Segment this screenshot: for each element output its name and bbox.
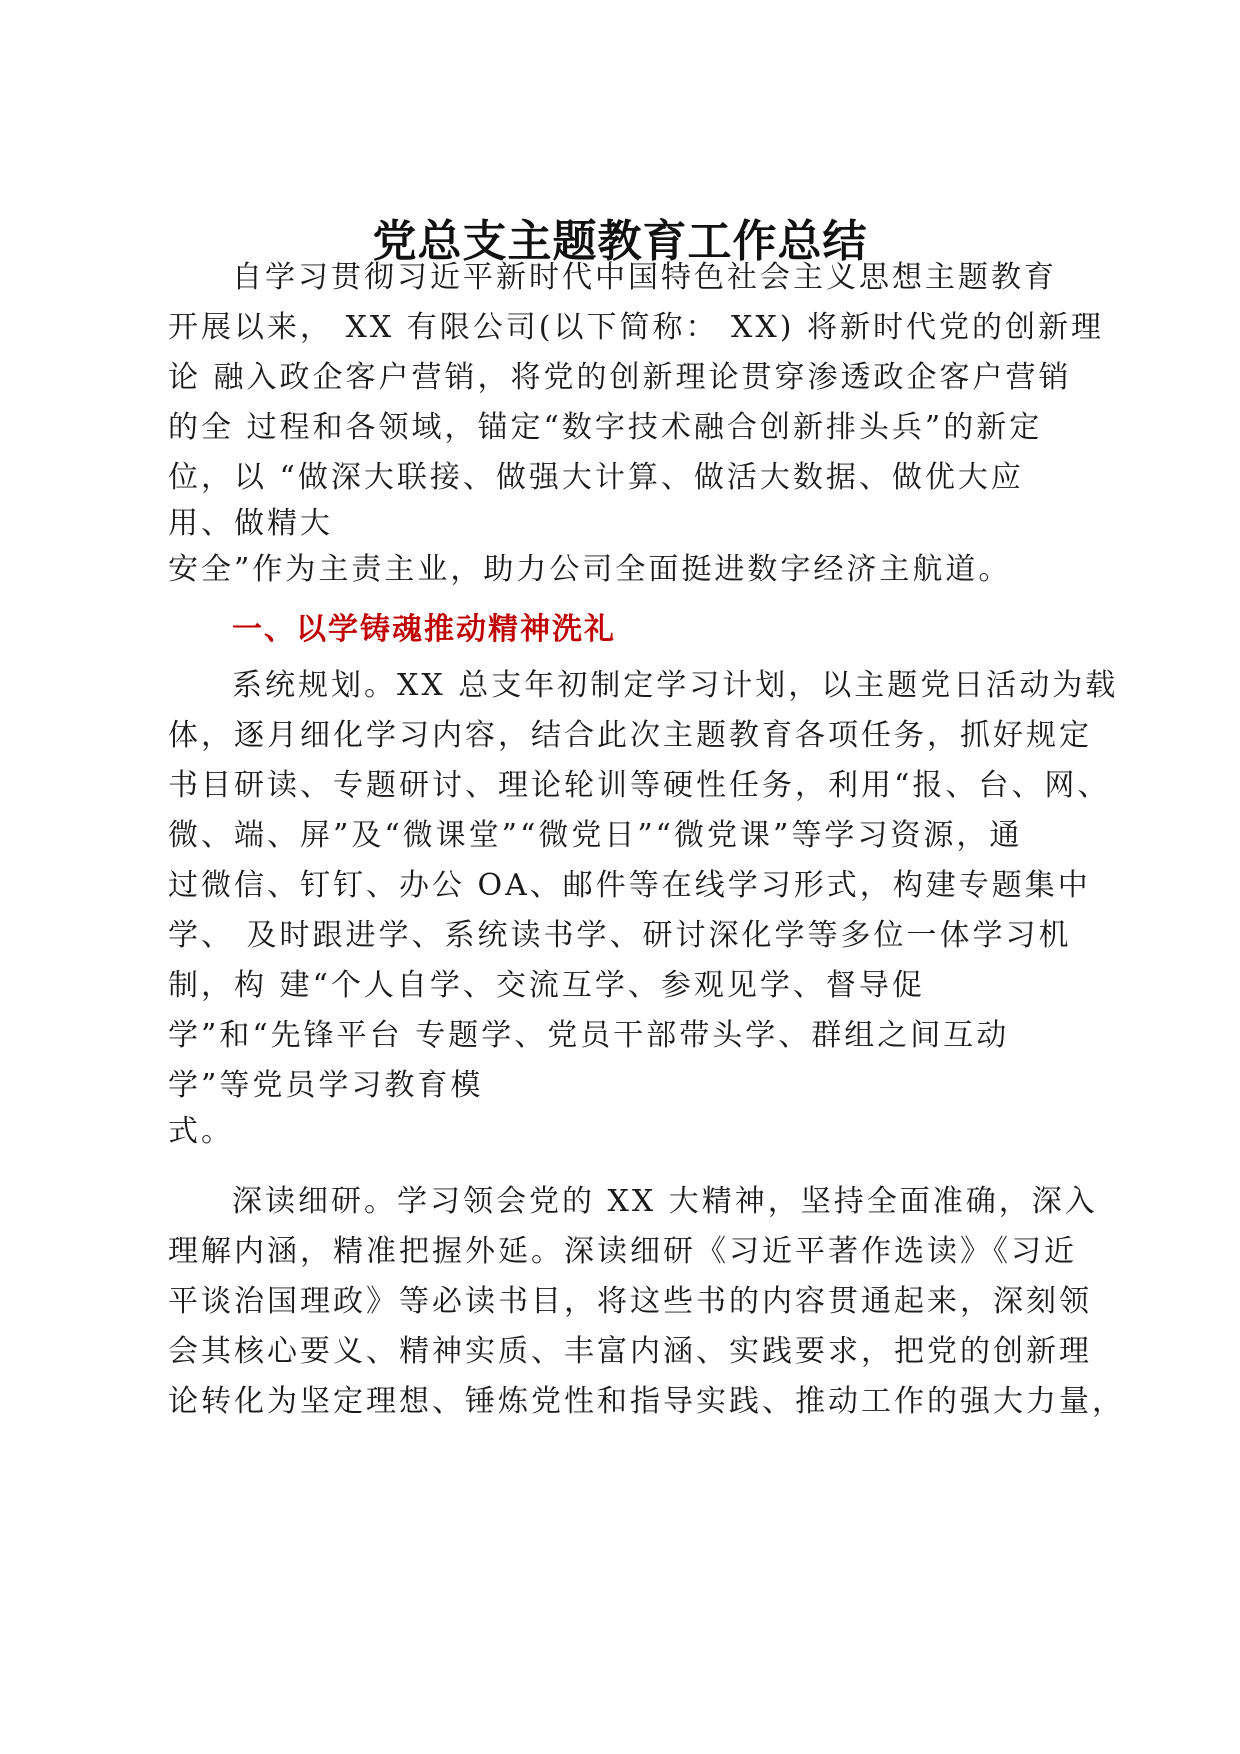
para1-line-9: 学”等党员学习教育模 [168, 1068, 484, 1103]
para1-line-5: 过微信、钉钉、办公 OA、邮件等在线学习形式，构建专题集中 [168, 868, 1091, 903]
para1-line-4: 微、端、屏”及“微课堂”“微党日”“微党课”等学习资源，通 [168, 818, 1023, 853]
para1-line-6: 学、 及时跟进学、系统读书学、研讨深化学等多位一体学习机 [168, 918, 1072, 953]
intro-line-3: 论 融入政企客户营销，将党的创新理论贯穿渗透政企客户营销 [168, 360, 1072, 395]
para2-line-2: 理解内涵，精准把握外延。深读细研《习近平著作选读》《习近 [168, 1234, 1077, 1269]
para1-line-10: 式。 [168, 1114, 234, 1149]
para1-line-3: 书目研读、专题研讨、理论轮训等硬性任务，利用“报、台、网、 [168, 768, 1111, 803]
para1-line-8: 学”和“先锋平台 专题学、党员干部带头学、群组之间互动 [168, 1018, 1010, 1053]
para2-line-4: 会其核心要义、精神实质、丰富内涵、实践要求，把党的创新理 [168, 1334, 1092, 1369]
para1-line-2: 体，逐月细化学习内容，结合此次主题教育各项任务，抓好规定 [168, 718, 1092, 753]
intro-line-5: 位，以 “做深大联接、做强大计算、做活大数据、做优大应 [168, 460, 1024, 495]
intro-line-2: 开展以来， XX 有限公司(以下简称： XX) 将新时代党的创新理 [168, 310, 1104, 345]
document-title: 党总支主题教育工作总结 [372, 216, 868, 267]
para1-line-7: 制，构 建“个人自学、交流互学、参观见学、督导促 [168, 968, 925, 1003]
intro-line-4: 的全 过程和各领域，锚定“数字技术融合创新排头兵”的新定 [168, 410, 1043, 445]
para2-line-3: 平谈治国理政》等必读书目，将这些书的内容贯通起来，深刻领 [168, 1284, 1092, 1319]
intro-line-7: 安全”作为主责主业，助力公司全面挺进数字经济主航道。 [168, 552, 1012, 587]
intro-line-6: 用、做精大 [168, 506, 333, 541]
intro-line-1: 自学习贯彻习近平新时代中国特色社会主义思想主题教育 [232, 260, 1057, 295]
para1-line-1: 系统规划。XX 总支年初制定学习计划，以主题党日活动为载 [232, 668, 1119, 703]
section-heading-1: 一、以学铸魂推动精神洗礼 [232, 612, 616, 647]
para2-line-5: 论转化为坚定理想、锤炼党性和指导实践、推动工作的强大力量， [168, 1384, 1125, 1419]
para2-line-1: 深读细研。学习领会党的 XX 大精神，坚持全面准确，深入 [232, 1184, 1098, 1219]
